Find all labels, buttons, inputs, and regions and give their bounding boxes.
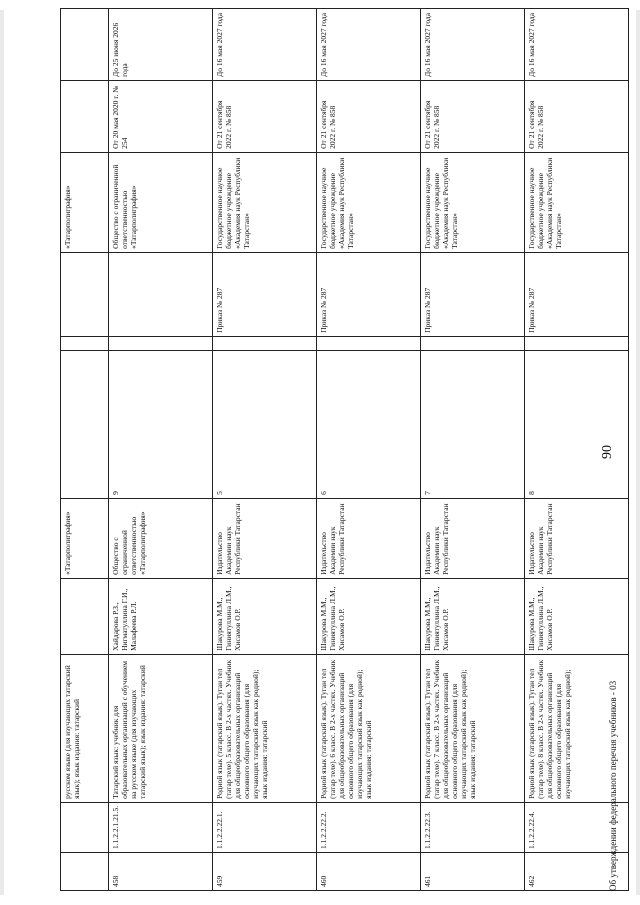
table-row <box>317 8 421 890</box>
publisher-cell: Издательство Академии наук Республики Татарстан <box>317 498 421 578</box>
row-number: 459 <box>213 853 317 891</box>
order-cell <box>61 252 109 336</box>
row-number <box>61 853 109 891</box>
term-cell <box>61 8 109 80</box>
organization-cell: Общество с ограниченной ответственностью «Татарполиграфия» <box>109 152 213 252</box>
authors-cell: Шакурова М.М., Гиниятуллина Л.М., Хисамов О.Р. <box>213 578 317 654</box>
table-row <box>109 8 213 890</box>
grade-cell: 8 <box>525 350 629 498</box>
publisher-cell: Общество с ограниченной ответственностью «Татарполиграфия» <box>109 498 213 578</box>
term-cell: До 25 июня 2026 года <box>109 8 213 80</box>
grade-cell: 9 <box>109 350 213 498</box>
code-cell: 1.1.2.2.22.3. <box>421 802 525 852</box>
table-body <box>61 8 629 890</box>
organization-cell: Государственное научное бюджетное учреждение «Академия наук Республики Татарстан» <box>421 152 525 252</box>
row-number: 461 <box>421 853 525 891</box>
order-cell: Приказ № 287 <box>421 252 525 336</box>
code-cell: 1.1.2.2.1.21.5. <box>109 802 213 852</box>
date-cell: От 21 сентября 2022 г. № 858 <box>421 80 525 152</box>
organization-cell: Государственное научное бюджетное учреждение «Академия наук Республики Татарстан» <box>317 152 421 252</box>
authors-cell: Шакурова М.М., Гиниятуллина Л.М., Хисамов О.Р. <box>421 578 525 654</box>
table-row <box>213 8 317 890</box>
order-cell <box>109 252 213 336</box>
textbook-table <box>60 8 629 891</box>
footer-text: Об утверждении федерального перечня учебников - 03 <box>608 680 618 891</box>
order-cell: Приказ № 287 <box>213 252 317 336</box>
authors-cell: Шакурова М.М., Гиниятуллина Л.М., Хисамов О.Р. <box>525 578 629 654</box>
blank-cell <box>317 336 421 350</box>
page-number: 90 <box>600 445 615 459</box>
title-cell: Родной язык (татарский язык). Туган тел (татар теле). 7 класс. В 2-х частях. Учебник для общеобразовательных организаций основного общего образования (для изучающих татарский язык как родной); язык издания: татарский <box>421 654 525 802</box>
date-cell: От 21 сентября 2022 г. № 858 <box>213 80 317 152</box>
grade-cell: 6 <box>317 350 421 498</box>
code-cell: 1.1.2.2.22.4. <box>525 802 629 852</box>
order-cell: Приказ № 287 <box>525 252 629 336</box>
date-cell: От 21 сентября 2022 г. № 858 <box>317 80 421 152</box>
code-cell: 1.1.2.2.22.2. <box>317 802 421 852</box>
publisher-cell: Издательство Академии наук Республики Татарстан <box>421 498 525 578</box>
publisher-cell: Издательство Академии наук Республики Татарстан <box>525 498 629 578</box>
publisher-cell: «Татарполиграфия» <box>61 498 109 578</box>
title-cell: Родной язык (татарский язык). Туган тел (татар теле). 6 класс. В 2-х частях. Учебник для общеобразовательных организаций основного общего образования (для изучающих татарский язык как родной); язык издания: татарский <box>317 654 421 802</box>
date-cell <box>61 80 109 152</box>
blank-cell <box>213 336 317 350</box>
grade-cell: 7 <box>421 350 525 498</box>
term-cell: До 16 мая 2027 года <box>421 8 525 80</box>
code-cell: 1.1.2.2.22.1. <box>213 802 317 852</box>
date-cell: От 21 сентября 2022 г. № 858 <box>525 80 629 152</box>
title-cell: Татарский язык: учебник для образовательных организаций с обучением на русском языке (для изучающих татарский язык); язык издания: татарский <box>109 654 213 802</box>
row-number: 458 <box>109 853 213 891</box>
organization-cell: Государственное научное бюджетное учреждение «Академия наук Республики Татарстан» <box>213 152 317 252</box>
blank-cell <box>61 336 109 350</box>
authors-cell: Хайдарова Р.З., Нигматуллина Г.И., Малафеева Р.Л. <box>109 578 213 654</box>
title-cell: русском языке (для изучающих татарский язык); язык издания: татарский <box>61 654 109 802</box>
publisher-cell: Издательство Академии наук Республики Татарстан <box>213 498 317 578</box>
order-cell: Приказ № 287 <box>317 252 421 336</box>
authors-cell: Шакурова М.М., Гиниятуллина Л.М., Хисамов О.Р. <box>317 578 421 654</box>
blank-cell <box>525 336 629 350</box>
blank-cell <box>109 336 213 350</box>
term-cell: До 16 мая 2027 года <box>213 8 317 80</box>
row-number: 460 <box>317 853 421 891</box>
grade-cell <box>61 350 109 498</box>
code-cell <box>61 802 109 852</box>
date-cell: От 20 мая 2020 г. № 254 <box>109 80 213 152</box>
organization-cell: Государственное научное бюджетное учреждение «Академия наук Республики Татарстан» <box>525 152 629 252</box>
table-row <box>61 8 109 890</box>
table-row <box>421 8 525 890</box>
term-cell: До 16 мая 2027 года <box>525 8 629 80</box>
blank-cell <box>421 336 525 350</box>
term-cell: До 16 мая 2027 года <box>317 8 421 80</box>
row-number: 462 <box>525 853 629 891</box>
authors-cell <box>61 578 109 654</box>
title-cell: Родной язык (татарский язык). Туган тел (татар теле). 8 класс. В 2-х частях. Учебник для общеобразовательных организаций основного общего образования (для изучающих татарский язык как родной); <box>525 654 629 802</box>
title-cell: Родной язык (татарский язык). Туган тел (татар теле). 5 класс. В 2-х частях. Учебник для общеобразовательных организаций основного общего образования (для изучающих татарский язык как родной); язык издания: татарский <box>213 654 317 802</box>
organization-cell: «Татарполиграфия» <box>61 152 109 252</box>
grade-cell: 5 <box>213 350 317 498</box>
